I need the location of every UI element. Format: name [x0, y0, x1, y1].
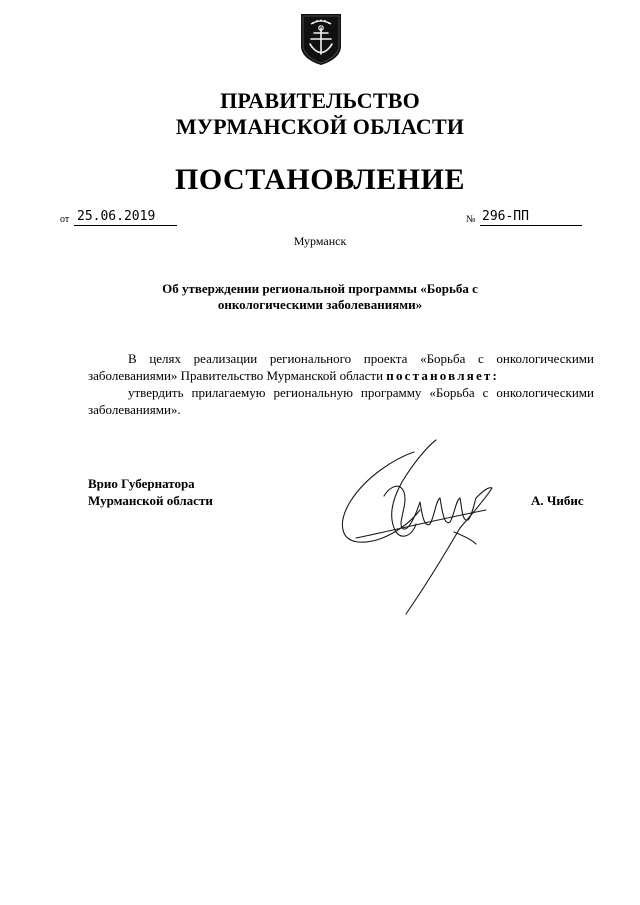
body-paragraph-1-text: В целях реализации регионального проекта «Борьба с онкологическими заболеваниями» Правительство Мурманской области	[88, 351, 594, 383]
murmansk-coat-of-arms-icon	[299, 12, 343, 66]
document-type: ПОСТАНОВЛЕНИЕ	[175, 163, 465, 196]
document-number: 296-ПП	[480, 209, 582, 226]
signer-title-line1: Врио Губернатора	[88, 476, 195, 491]
date-number-row	[60, 204, 580, 228]
signer-title-line2: Мурманской области	[88, 493, 213, 508]
signer-title	[88, 475, 213, 509]
government-title-line1: ПРАВИТЕЛЬСТВО	[220, 88, 420, 113]
government-title	[0, 88, 640, 140]
document-date: 25.06.2019	[74, 209, 177, 226]
handwritten-signature-icon	[336, 436, 506, 622]
document-body	[88, 350, 594, 418]
signer-name: А. Чибис	[531, 493, 584, 508]
number-prefix: №	[466, 214, 476, 225]
body-paragraph-1-emphasis: постановляет:	[386, 368, 500, 383]
body-paragraph-1	[88, 350, 594, 384]
document-subject: Об утверждении региональной программы «Борьба с онкологическими заболеваниями»	[162, 281, 478, 312]
body-paragraph-2: утвердить прилагаемую региональную программу «Борьба с онкологическими заболеваниями».	[88, 385, 594, 417]
government-title-line2: МУРМАНСКОЙ ОБЛАСТИ	[175, 114, 465, 139]
date-prefix: от	[60, 214, 70, 225]
city: Мурманск	[293, 234, 347, 248]
